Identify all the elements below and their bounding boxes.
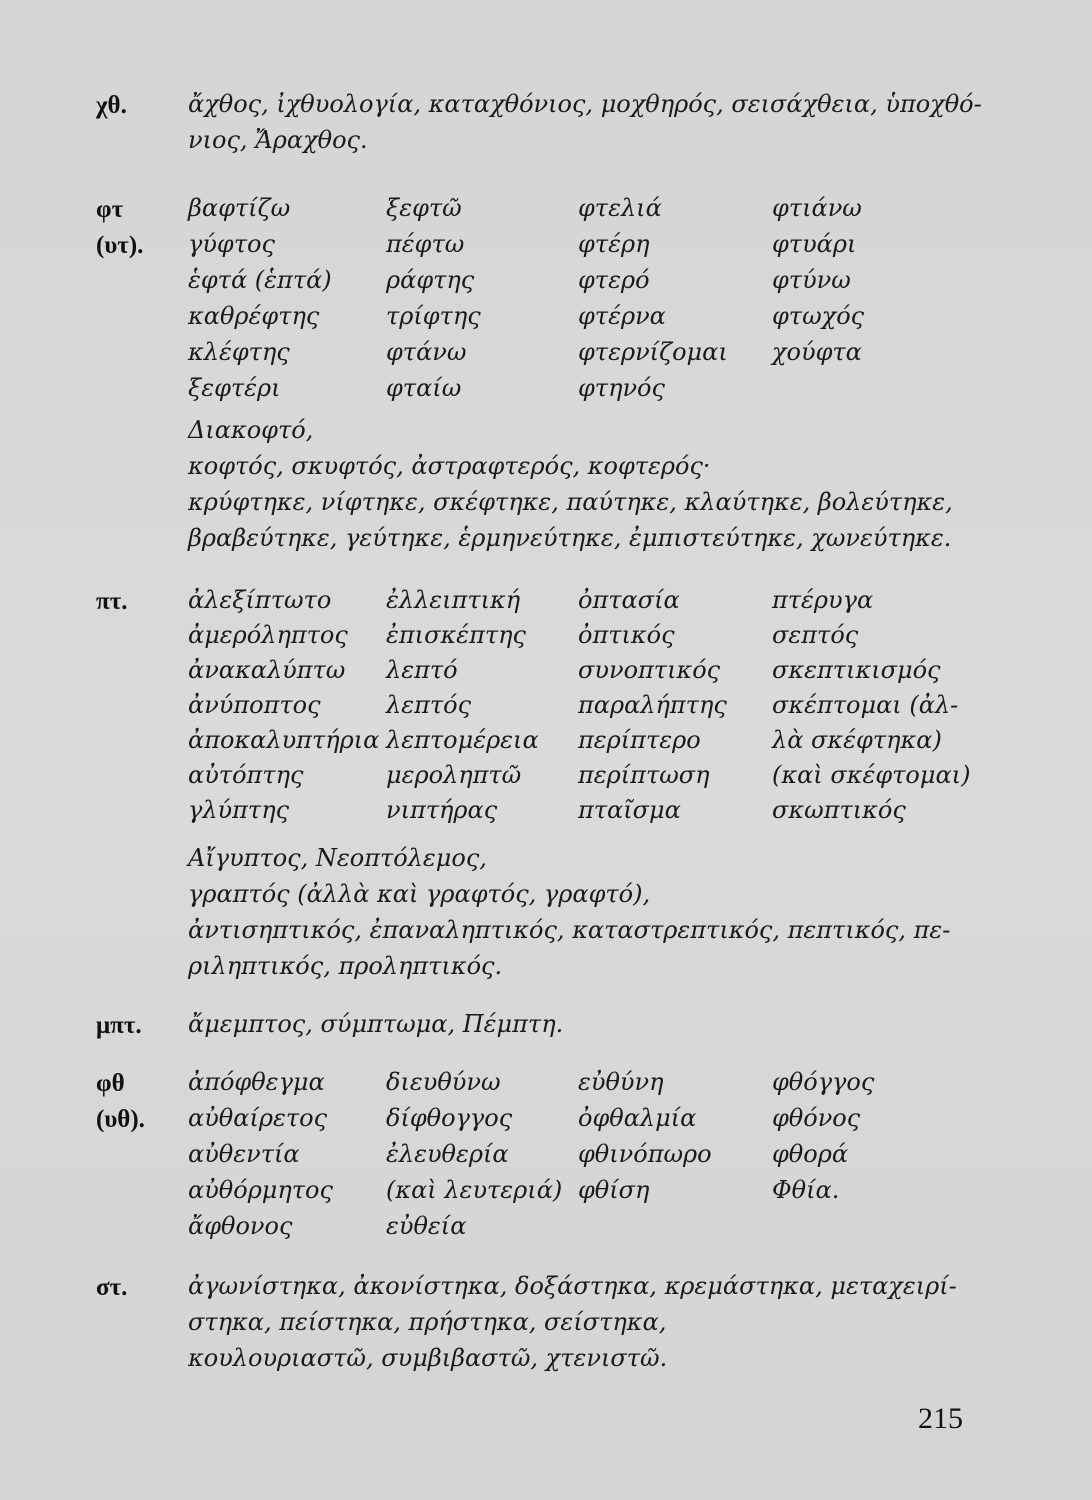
section-label-chth: χθ. [96, 92, 127, 119]
ft-word: φτάνω [386, 338, 467, 366]
pt-word: ὀπτικός [578, 621, 675, 649]
st-line-3: κουλουριαστῶ, συμβιβαστῶ, χτενιστῶ. [188, 1344, 668, 1372]
pt-word: συνοπτικός [578, 656, 721, 684]
pt-word: λεπτό [386, 656, 458, 684]
fth-word: δίφθογγος [386, 1104, 513, 1132]
section-label-ft: φτ [96, 196, 124, 223]
ft-word: φτωχός [772, 302, 865, 330]
fth-word: εὐθεία [386, 1212, 467, 1240]
ft-word: φτυάρι [772, 230, 857, 258]
fth-word: Φθία. [772, 1176, 840, 1204]
pt-word: ἀνακαλύπτω [188, 656, 346, 684]
pt-extra-3: ἀντισηπτικός, ἐπαναληπτικός, καταστρεπτικός, πεπτικός, πε- [188, 916, 951, 944]
fth-word: ἐλευθερία [386, 1140, 509, 1168]
ft-word: φτέρνα [578, 302, 666, 330]
ft-word: φτερό [578, 266, 650, 294]
ft-word: ράφτης [386, 266, 475, 294]
ft-word: πέφτω [386, 230, 465, 258]
ft-word: ξεφτέρι [188, 374, 281, 402]
ft-word: καθρέφτης [188, 302, 320, 330]
fth-word: φθίση [578, 1176, 650, 1204]
pt-word: λεπτομέρεια [386, 726, 539, 754]
ft-word: φτέρη [578, 230, 650, 258]
pt-word: ἀποκαλυπτήρια [188, 726, 380, 754]
ft-word: φταίω [386, 374, 462, 402]
fth-word: φθόνος [772, 1104, 861, 1132]
fth-word: αὐθεντία [188, 1140, 300, 1168]
ft-word: τρίφτης [386, 302, 481, 330]
fth-word: φθόγγος [772, 1068, 875, 1096]
ft-word: φτιάνω [772, 194, 862, 222]
mpt-line: ἄμεμπτος, σύμπτωμα, Πέμπτη. [188, 1010, 564, 1038]
fth-word: αὐθαίρετος [188, 1104, 328, 1132]
pt-word: ἀνύποπτος [188, 691, 321, 719]
ft-word: φτερνίζομαι [578, 338, 728, 366]
pt-word: σκωπτικός [772, 796, 906, 824]
section-label-pt: πτ. [96, 588, 128, 615]
pt-extra-1: Αἴγυπτος, Νεοπτόλεμος, [188, 844, 487, 872]
fth-word: εὐθύνη [578, 1068, 664, 1096]
ft-word: ξεφτῶ [386, 194, 462, 222]
pt-word: ἀλεξίπτωτο [188, 586, 332, 614]
ft-word: γύφτος [188, 230, 275, 258]
fth-word: ὀφθαλμία [578, 1104, 697, 1132]
pt-word: σεπτός [772, 621, 859, 649]
ft-word: ἑφτά (ἑπτά) [188, 266, 332, 294]
page-number: 215 [918, 1402, 963, 1435]
pt-word: νιπτήρας [386, 796, 498, 824]
pt-word: περίπτερο [578, 726, 701, 754]
pt-word: ἐπισκέπτης [386, 621, 526, 649]
pt-word: σκέπτομαι (ἀλ- [772, 691, 959, 719]
section-label-st: στ. [96, 1274, 128, 1301]
fth-word: φθινόπωρο [578, 1140, 712, 1168]
pt-extra-4: ριληπτικός, προληπτικός. [188, 952, 503, 980]
pt-word: ἀμερόληπτος [188, 621, 348, 649]
ft-word: κλέφτης [188, 338, 290, 366]
pt-word: ἐλλειπτική [386, 586, 521, 614]
fth-word: ἄφθονος [188, 1212, 293, 1240]
pt-extra-2: γραπτός (ἀλλὰ καὶ γραφτός, γραφτό), [188, 880, 651, 908]
section-label-uth: (υθ). [96, 1106, 145, 1133]
section-label-mpt: μπτ. [96, 1012, 142, 1039]
pt-word: λεπτός [386, 691, 472, 719]
chth-line-1: ἄχθος, ἰχθυολογία, καταχθόνιος, μοχθηρός, σεισάχθεια, ὑποχθό- [188, 90, 982, 118]
fth-word: διευθύνω [386, 1068, 501, 1096]
ft-extra-1: Διακοφτό, [188, 416, 314, 444]
pt-word: (καὶ σκέφτομαι) [772, 761, 971, 789]
ft-word: φτηνός [578, 374, 665, 402]
pt-word: περίπτωση [578, 761, 710, 789]
ft-word: χούφτα [772, 338, 862, 366]
ft-extra-4: βραβεύτηκε, γεύτηκε, ἑρμηνεύτηκε, ἐμπιστεύτηκε, χωνεύτηκε. [188, 524, 952, 552]
st-line-1: ἀγωνίστηκα, ἀκονίστηκα, δοξάστηκα, κρεμάστηκα, μεταχειρί- [188, 1272, 957, 1300]
ft-word: βαφτίζω [188, 194, 291, 222]
pt-word: λὰ σκέφτηκα) [772, 726, 942, 754]
ft-extra-3: κρύφτηκε, νίφτηκε, σκέφτηκε, παύτηκε, κλαύτηκε, βολεύτηκε, [188, 488, 953, 516]
pt-word: πτέρυγα [772, 586, 874, 614]
fth-word: αὐθόρμητος [188, 1176, 333, 1204]
pt-word: αὐτόπτης [188, 761, 304, 789]
ft-word: φτελιά [578, 194, 662, 222]
ft-extra-2: κοφτός, σκυφτός, ἀστραφτερός, κοφτερός· [188, 452, 711, 480]
fth-word: ἀπόφθεγμα [188, 1068, 325, 1096]
pt-word: ὀπτασία [578, 586, 680, 614]
pt-word: μεροληπτῶ [386, 761, 522, 789]
st-line-2: στηκα, πείστηκα, πρήστηκα, σείστηκα, [188, 1308, 667, 1336]
pt-word: σκεπτικισμός [772, 656, 941, 684]
pt-word: γλύπτης [188, 796, 290, 824]
section-label-ut: (υτ). [96, 232, 144, 259]
section-label-fth: φθ [96, 1070, 125, 1097]
fth-word: φθορά [772, 1140, 849, 1168]
ft-word: φτύνω [772, 266, 851, 294]
pt-word: πταῖσμα [578, 796, 681, 824]
fth-word: (καὶ λευτεριά) [386, 1176, 563, 1204]
pt-word: παραλήπτης [578, 691, 727, 719]
chth-line-2: νιος, Ἄραχθος. [188, 126, 368, 154]
